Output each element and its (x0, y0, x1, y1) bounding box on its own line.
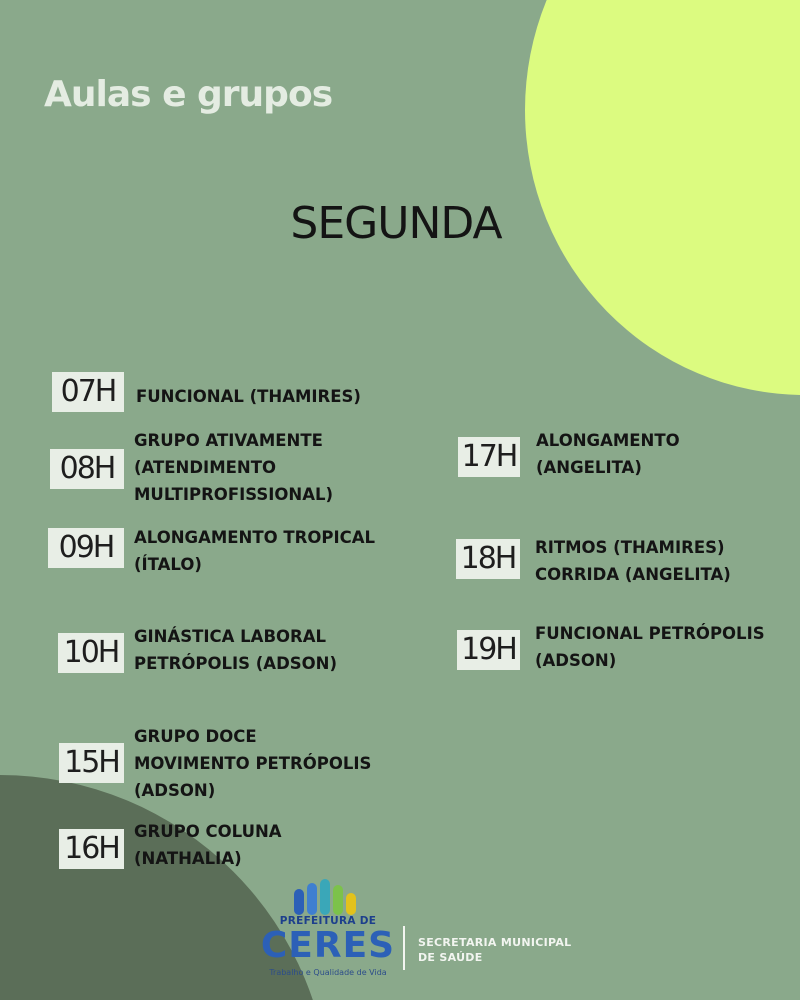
prefeitura-ceres-logo (258, 875, 398, 980)
day-title: SEGUNDA (290, 198, 502, 249)
class-description: FUNCIONAL PETRÓPOLIS (ADSON) (535, 624, 765, 670)
page-heading: Aulas e grupos (44, 74, 333, 115)
time-badge: 18H (456, 539, 520, 579)
time-badge: 09H (48, 528, 124, 568)
logo-top-text: PREFEITURA DE (279, 915, 377, 927)
class-description: FUNCIONAL (THAMIRES) (136, 387, 361, 406)
class-description: GRUPO DOCE MOVIMENTO PETRÓPOLIS (ADSON) (134, 727, 372, 800)
time-badge: 16H (59, 829, 124, 869)
time-badge: 07H (52, 372, 124, 412)
class-description: RITMOS (THAMIRES) CORRIDA (ANGELITA) (535, 538, 731, 584)
time-badge: 10H (58, 633, 124, 673)
time-badge: 08H (50, 449, 124, 489)
logo-main-text: CERES (260, 925, 396, 966)
secretaria-label: SECRETARIA MUNICIPAL DE SAÚDE (418, 936, 572, 964)
time-badge: 19H (457, 630, 520, 670)
class-description: GINÁSTICA LABORAL PETRÓPOLIS (ADSON) (134, 627, 338, 673)
logo-tagline: Trabalho e Qualidade de Vida (269, 968, 387, 977)
footer-divider (403, 926, 405, 970)
logo-mark-icon (292, 877, 362, 917)
class-description: ALONGAMENTO TROPICAL (ÍTALO) (134, 528, 375, 574)
class-description: GRUPO ATIVAMENTE (ATENDIMENTO MULTIPROFISSIONAL) (134, 431, 334, 504)
time-badge: 17H (458, 437, 520, 477)
class-description: GRUPO COLUNA (NATHALIA) (134, 822, 282, 868)
class-description: ALONGAMENTO (ANGELITA) (536, 431, 680, 477)
time-badge: 15H (59, 743, 124, 783)
